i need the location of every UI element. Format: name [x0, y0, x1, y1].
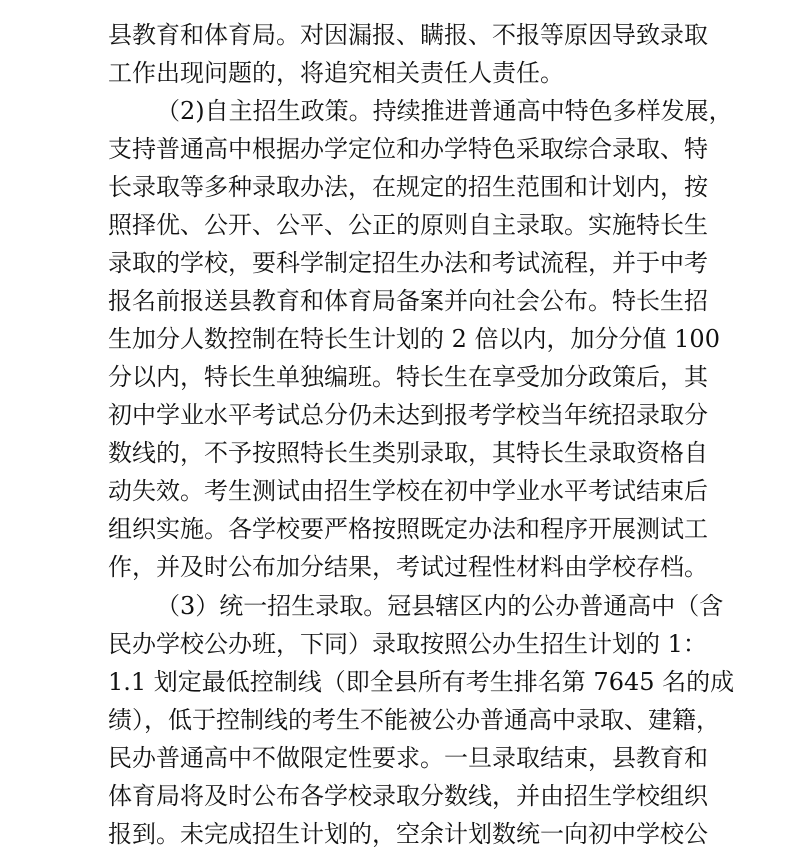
text-line: 绩），低于控制线的考生不能被公办普通高中录取、建籍，	[108, 706, 720, 734]
text-line: 照择优、公开、公平、公正的原则自主录取。实施特长生	[108, 211, 708, 239]
text-line: 动失效。考生测试由招生学校在初中学业水平考试结束后	[108, 477, 708, 505]
text-line: 县教育和体育局。对因漏报、瞒报、不报等原因导致录取	[108, 21, 708, 49]
text-line: 数线的，不予按照特长生类别录取，其特长生录取资格自	[108, 439, 708, 467]
text-line: 组织实施。各学校要严格按照既定办法和程序开展测试工	[108, 515, 708, 543]
text-line: 支持普通高中根据办学定位和办学特色采取综合录取、特	[108, 135, 708, 163]
text-line: 报名前报送县教育和体育局备案并向社会公布。特长生招	[108, 287, 708, 315]
text-line: 民办普通高中不做限定性要求。一旦录取结束，县教育和	[108, 744, 708, 772]
text-line: 分以内，特长生单独编班。特长生在享受加分政策后，其	[108, 363, 708, 391]
paragraph-heading-line: （2)自主招生政策。持续推进普通高中特色多样发展，	[156, 97, 733, 125]
text-line: 长录取等多种录取办法，在规定的招生范围和计划内，按	[108, 173, 708, 201]
text-line: 初中学业水平考试总分仍未达到报考学校当年统招录取分	[108, 401, 708, 429]
text-line: 报到。未完成招生计划的，空余计划数统一向初中学校公	[108, 820, 708, 848]
text-line: 作，并及时公布加分结果，考试过程性材料由学校存档。	[108, 553, 708, 581]
text-line: 工作出现问题的，将追究相关责任人责任。	[108, 59, 564, 87]
text-line: 民办学校公办班，下同）录取按照公办生招生计划的 1：	[108, 630, 707, 658]
text-line: 生加分人数控制在特长生计划的 2 倍以内，加分分值 100	[108, 325, 720, 353]
text-line: 体育局将及时公布各学校录取分数线，并由招生学校组织	[108, 782, 708, 810]
text-line: 1.1 划定最低控制线（即全县所有考生排名第 7645 名的成	[108, 668, 735, 696]
paragraph-heading-line: （3）统一招生录取。冠县辖区内的公办普通高中（含	[156, 592, 724, 620]
text-line: 录取的学校，要科学制定招生办法和考试流程，并于中考	[108, 249, 708, 277]
